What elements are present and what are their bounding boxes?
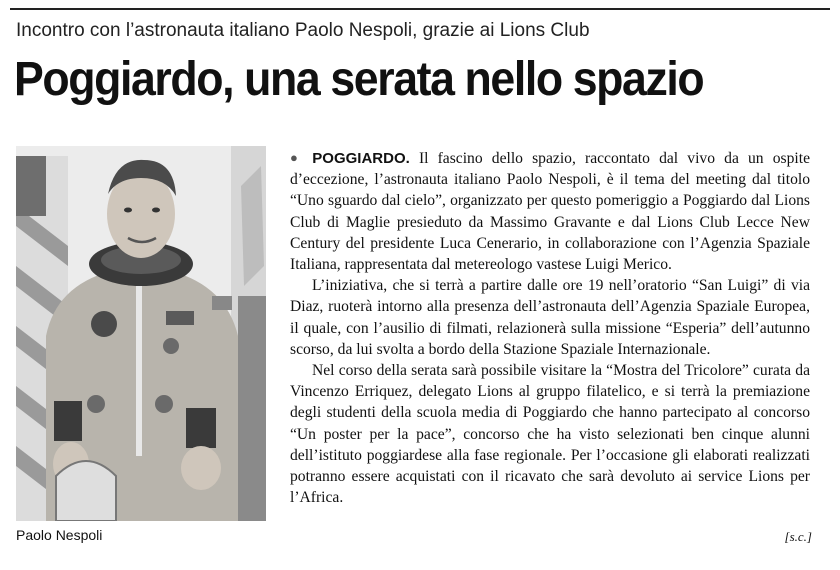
article-paragraph-1 bbox=[290, 147, 810, 275]
article-body bbox=[290, 147, 810, 508]
article-paragraph-3: Nel corso della serata sarà possibile visitare la “Mostra del Tricolore” curata da Vincenzo Erriquez, delegato Lions al gruppo filatelico, e si terrà la premiazione degli studenti della scuola media di Poggiardo che hanno partecipato al concorso “Un poster per la pace”, concorso che ha visto selezionati ben cinque alunni dell’istituto poggiardese alla fase regionale. Per l’occasione gli elaborati realizzati potranno essere acquistati con il ricavato che sarà devoluto ai service Lions per l’Africa. bbox=[290, 362, 810, 507]
astronaut-illustration bbox=[16, 146, 266, 521]
article-paragraph-2: L’iniziativa, che si terrà a partire dalle ore 19 nell’oratorio “San Luigi” di via Diaz, ruoterà intorno alla presenza dell’astronauta dell’Agenzia Spaziale Europea, il quale, con l’ausilio di filmati, relazionerà sulla missione “Esperia” dell’autunno scorso, da lui svolta a bordo della Stazione Spaziale Internazionale. bbox=[290, 277, 810, 358]
author-signature: [s.c.] bbox=[784, 529, 812, 544]
astronaut-photo bbox=[16, 146, 266, 521]
headline: Poggiardo, una serata nello spazio bbox=[14, 53, 704, 106]
photo-caption: Paolo Nespoli bbox=[16, 527, 103, 543]
top-rule bbox=[10, 8, 830, 10]
dateline: POGGIARDO. bbox=[312, 150, 410, 167]
paragraph-1-text: Il fascino dello spazio, raccontato dal vivo da un ospite d’eccezione, l’astronauta italiano Paolo Nespoli, è il tema del meeting dal titolo “Uno sguardo dal cielo”, organizzato per questo pomeriggio a Poggiardo dal Lions Club di Maglie presieduto da Massimo Gravante e dal Lions Club Lecce New Century del presidente Luca Cenerario, in collaborazione con l’Agenzia Spaziale Italiana, rappresentata dal metereologo vastese Luigi Merico. bbox=[290, 150, 810, 274]
kicker: Incontro con l’astronauta italiano Paolo Nespoli, grazie ai Lions Club bbox=[16, 20, 590, 41]
dateline-bullet-icon: ● bbox=[290, 150, 304, 165]
